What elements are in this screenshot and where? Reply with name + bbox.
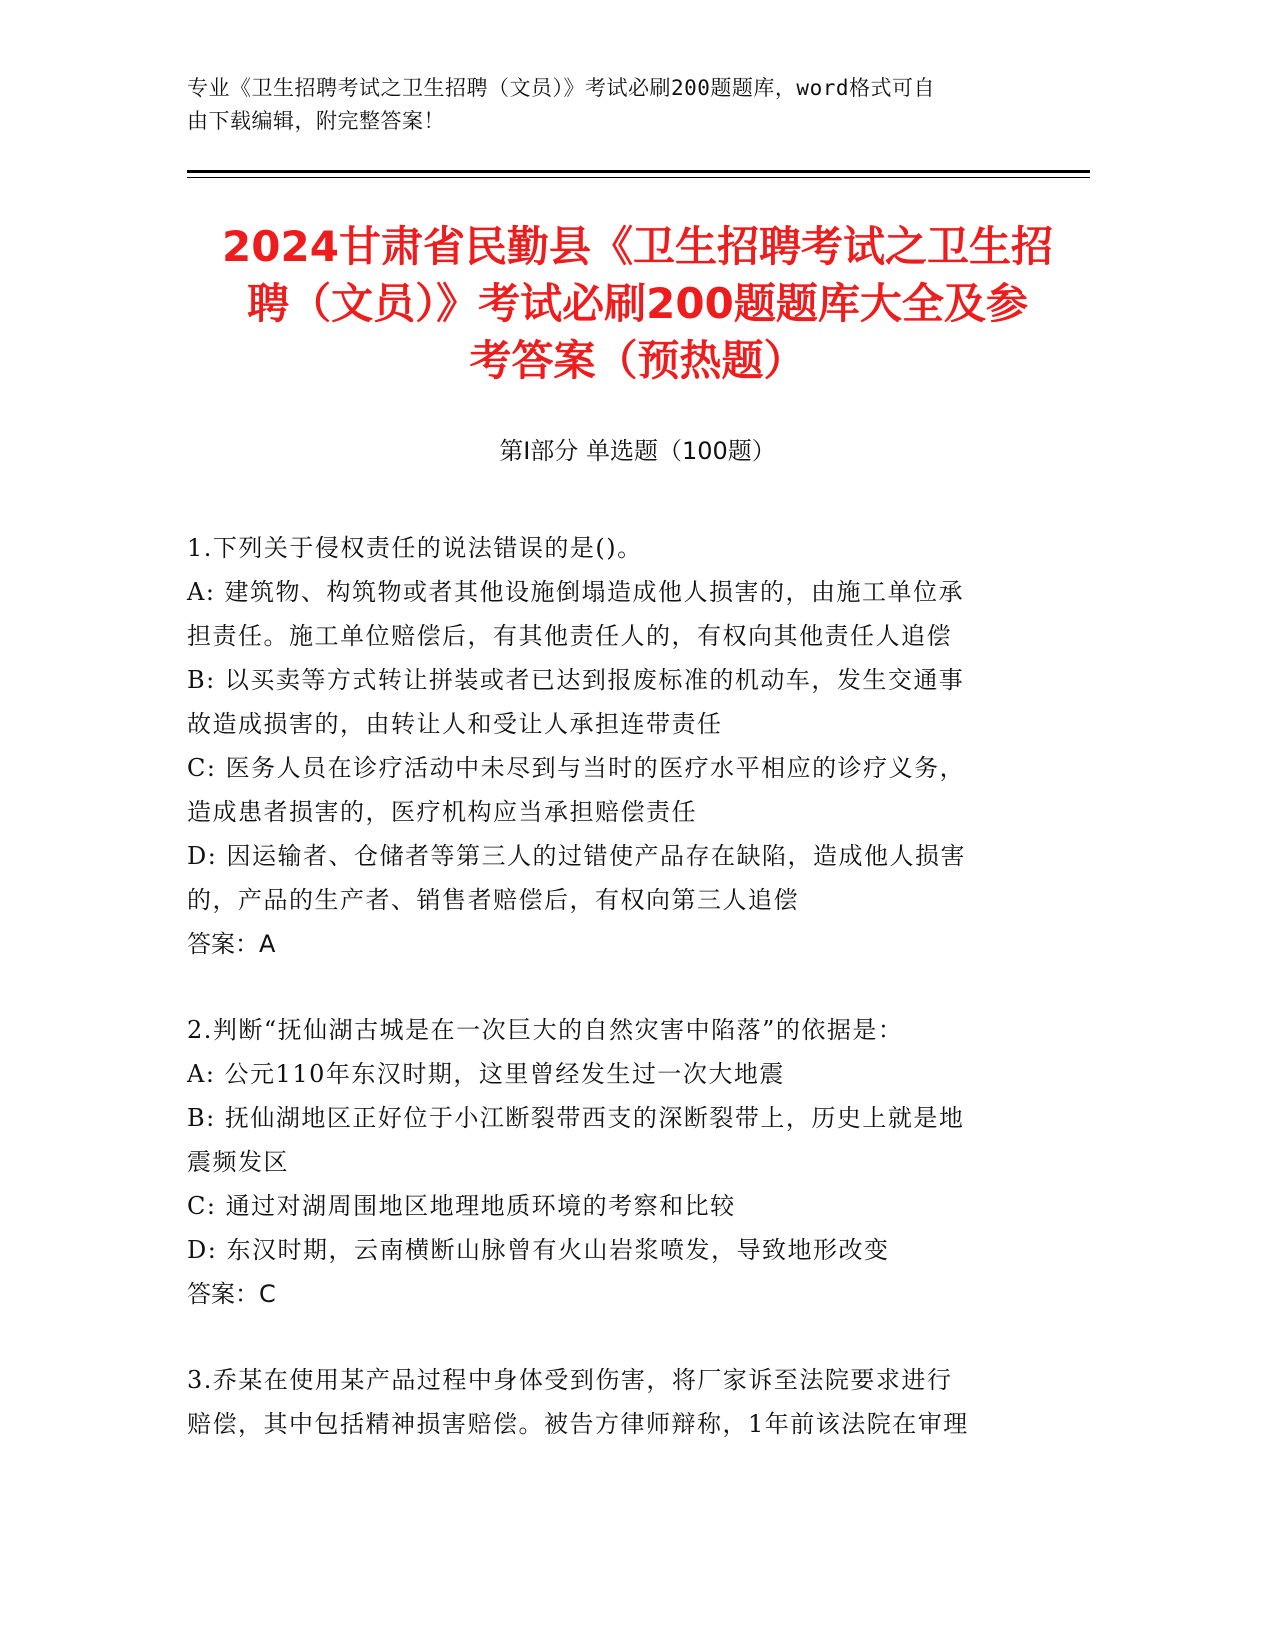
- header-note-line-1: 专业《卫生招聘考试之卫生招聘（文员）》考试必刷200题题库，word格式可自: [187, 76, 935, 100]
- option-c-line-1: C: 通过对湖周围地区地理地质环境的考察和比较: [187, 1192, 736, 1220]
- option-a-line-1: A: 建筑物、构筑物或者其他设施倒塌造成他人损害的，由施工单位承: [187, 578, 965, 606]
- option-a-line-1: A: 公元110年东汉时期，这里曾经发生过一次大地震: [187, 1060, 785, 1088]
- option-b-line-2: 故造成损害的，由转让人和受让人承担连带责任: [187, 710, 723, 738]
- question-3: [187, 1358, 1087, 1446]
- option-b-line-1: B: 以买卖等方式转让拼装或者已达到报废标准的机动车，发生交通事: [187, 666, 965, 694]
- option-d-line-1: D: 东汉时期，云南横断山脉曾有火山岩浆喷发，导致地形改变: [187, 1236, 890, 1264]
- title-line-1: 2024甘肃省民勤县《卫生招聘考试之卫生招: [222, 222, 1053, 271]
- option-b-line-1: B: 抚仙湖地区正好位于小江断裂带西支的深断裂带上，历史上就是地: [187, 1104, 965, 1132]
- header-note: [187, 72, 1067, 138]
- option-c-line-1: C: 医务人员在诊疗活动中未尽到与当时的医疗水平相应的诊疗义务，: [187, 754, 966, 782]
- question-list: [187, 526, 1087, 1488]
- header-divider-thick: [187, 170, 1090, 173]
- document-title: [160, 218, 1115, 389]
- header-divider-thin: [187, 177, 1090, 178]
- answer: 答案：C: [187, 1280, 276, 1308]
- question-stem: 2.判断“抚仙湖古城是在一次巨大的自然灾害中陷落”的依据是：: [187, 1016, 904, 1044]
- option-d-line-2: 的，产品的生产者、销售者赔偿后，有权向第三人追偿: [187, 886, 799, 914]
- option-a-line-2: 担责任。施工单位赔偿后，有其他责任人的，有权向其他责任人追偿: [187, 622, 952, 650]
- option-d-line-1: D: 因运输者、仓储者等第三人的过错使产品存在缺陷，造成他人损害: [187, 842, 966, 870]
- section-heading: 第Ⅰ部分 单选题（100题）: [499, 437, 776, 465]
- question-1: [187, 526, 1087, 966]
- option-b-line-2: 震频发区: [187, 1148, 289, 1176]
- title-line-3: 考答案（预热题）: [469, 336, 806, 385]
- question-stem: 1.下列关于侵权责任的说法错误的是()。: [187, 534, 643, 562]
- title-line-2: 聘（文员）》考试必刷200题题库大全及参: [247, 279, 1028, 328]
- question-stem-line-2: 赔偿，其中包括精神损害赔偿。被告方律师辩称，1年前该法院在审理: [187, 1410, 969, 1438]
- question-2: [187, 1008, 1087, 1316]
- option-c-line-2: 造成患者损害的，医疗机构应当承担赔偿责任: [187, 798, 697, 826]
- header-note-line-2: 由下载编辑，附完整答案！: [187, 109, 445, 133]
- question-stem-line-1: 3.乔某在使用某产品过程中身体受到伤害，将厂家诉至法院要求进行: [187, 1366, 953, 1394]
- answer: 答案：A: [187, 930, 276, 958]
